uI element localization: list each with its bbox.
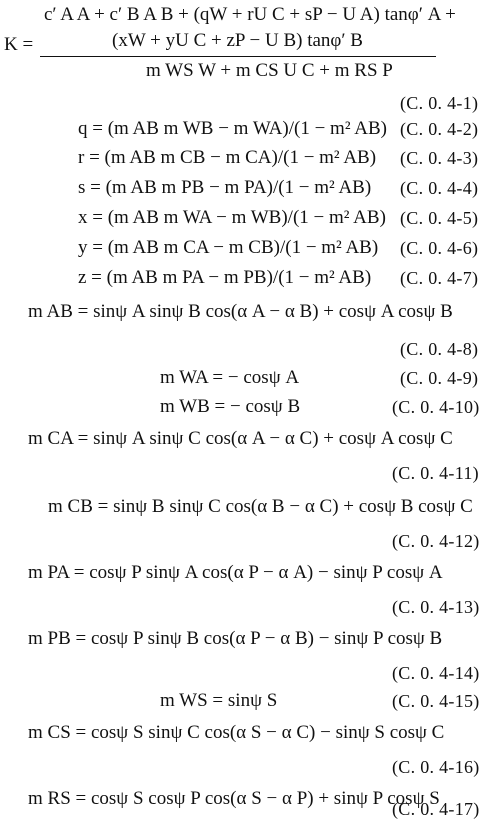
equation-tag: (C. 0. 4-4) <box>400 178 479 198</box>
equation-tag: (C. 0. 4-9) <box>400 368 479 388</box>
equation-tag: (C. 0. 4-13) <box>392 597 480 617</box>
equation-tag: (C. 0. 4-6) <box>400 238 479 258</box>
equation-m-wa: m WA = − cosψ A <box>160 367 300 388</box>
equation-tag: (C. 0. 4-8) <box>400 339 479 359</box>
equation-tag: (C. 0. 4-16) <box>392 757 480 777</box>
equation-m-ca: m CA = sinψ A sinψ C cos(α A − α C) + cosψ A cosψ C <box>28 428 453 449</box>
equation-tag: (C. 0. 4-11) <box>392 463 479 483</box>
equation-m-pb: m PB = cosψ P sinψ B cos(α P − α B) − sinψ P cosψ B <box>28 628 443 649</box>
equation-m-cb: m CB = sinψ B sinψ C cos(α B − α C) + cosψ B cosψ C <box>48 496 473 517</box>
equation-m-cs: m CS = cosψ S sinψ C cos(α S − α C) − sinψ S cosψ C <box>28 722 445 743</box>
equation-s: s = (m AB m PB − m PA)/(1 − m² AB) <box>78 177 372 198</box>
equation-tag: (C. 0. 4-17) <box>392 799 480 819</box>
equation-r: r = (m AB m CB − m CA)/(1 − m² AB) <box>78 147 377 168</box>
main-formula-numerator-line1: c′ A A + c′ B A B + (qW + rU C + sP − U A) tanφ′ A + <box>44 4 456 25</box>
main-formula-numerator-line2: (xW + yU C + zP − U B) tanφ′ B <box>112 30 363 51</box>
equation-tag: (C. 0. 4-15) <box>392 691 480 711</box>
equation-m-ab: m AB = sinψ A sinψ B cos(α A − α B) + cosψ A cosψ B <box>28 301 453 322</box>
equation-tag: (C. 0. 4-7) <box>400 268 479 288</box>
equation-tag: (C. 0. 4-14) <box>392 663 480 683</box>
equation-y: y = (m AB m CA − m CB)/(1 − m² AB) <box>78 237 379 258</box>
equation-m-pa: m PA = cosψ P sinψ A cos(α P − α A) − sinψ P cosψ A <box>28 562 443 583</box>
equation-m-ws: m WS = sinψ S <box>160 690 278 711</box>
main-formula-fraction-bar <box>40 56 436 57</box>
equation-tag: (C. 0. 4-3) <box>400 148 479 168</box>
equation-tag: (C. 0. 4-2) <box>400 119 479 139</box>
equation-tag: (C. 0. 4-12) <box>392 531 480 551</box>
equation-x: x = (m AB m WA − m WB)/(1 − m² AB) <box>78 207 386 228</box>
equation-m-wb: m WB = − cosψ B <box>160 396 301 417</box>
equation-q: q = (m AB m WB − m WA)/(1 − m² AB) <box>78 118 387 139</box>
main-formula-lhs: K = <box>4 34 34 55</box>
equation-tag: (C. 0. 4-1) <box>400 93 479 113</box>
equation-tag: (C. 0. 4-10) <box>392 397 480 417</box>
equation-z: z = (m AB m PA − m PB)/(1 − m² AB) <box>78 267 372 288</box>
equation-m-rs: m RS = cosψ S cosψ P cos(α S − α P) + sinψ P cosψ S <box>28 788 440 809</box>
main-formula-denominator: m WS W + m CS U C + m RS P <box>146 60 393 81</box>
equation-tag: (C. 0. 4-5) <box>400 208 479 228</box>
